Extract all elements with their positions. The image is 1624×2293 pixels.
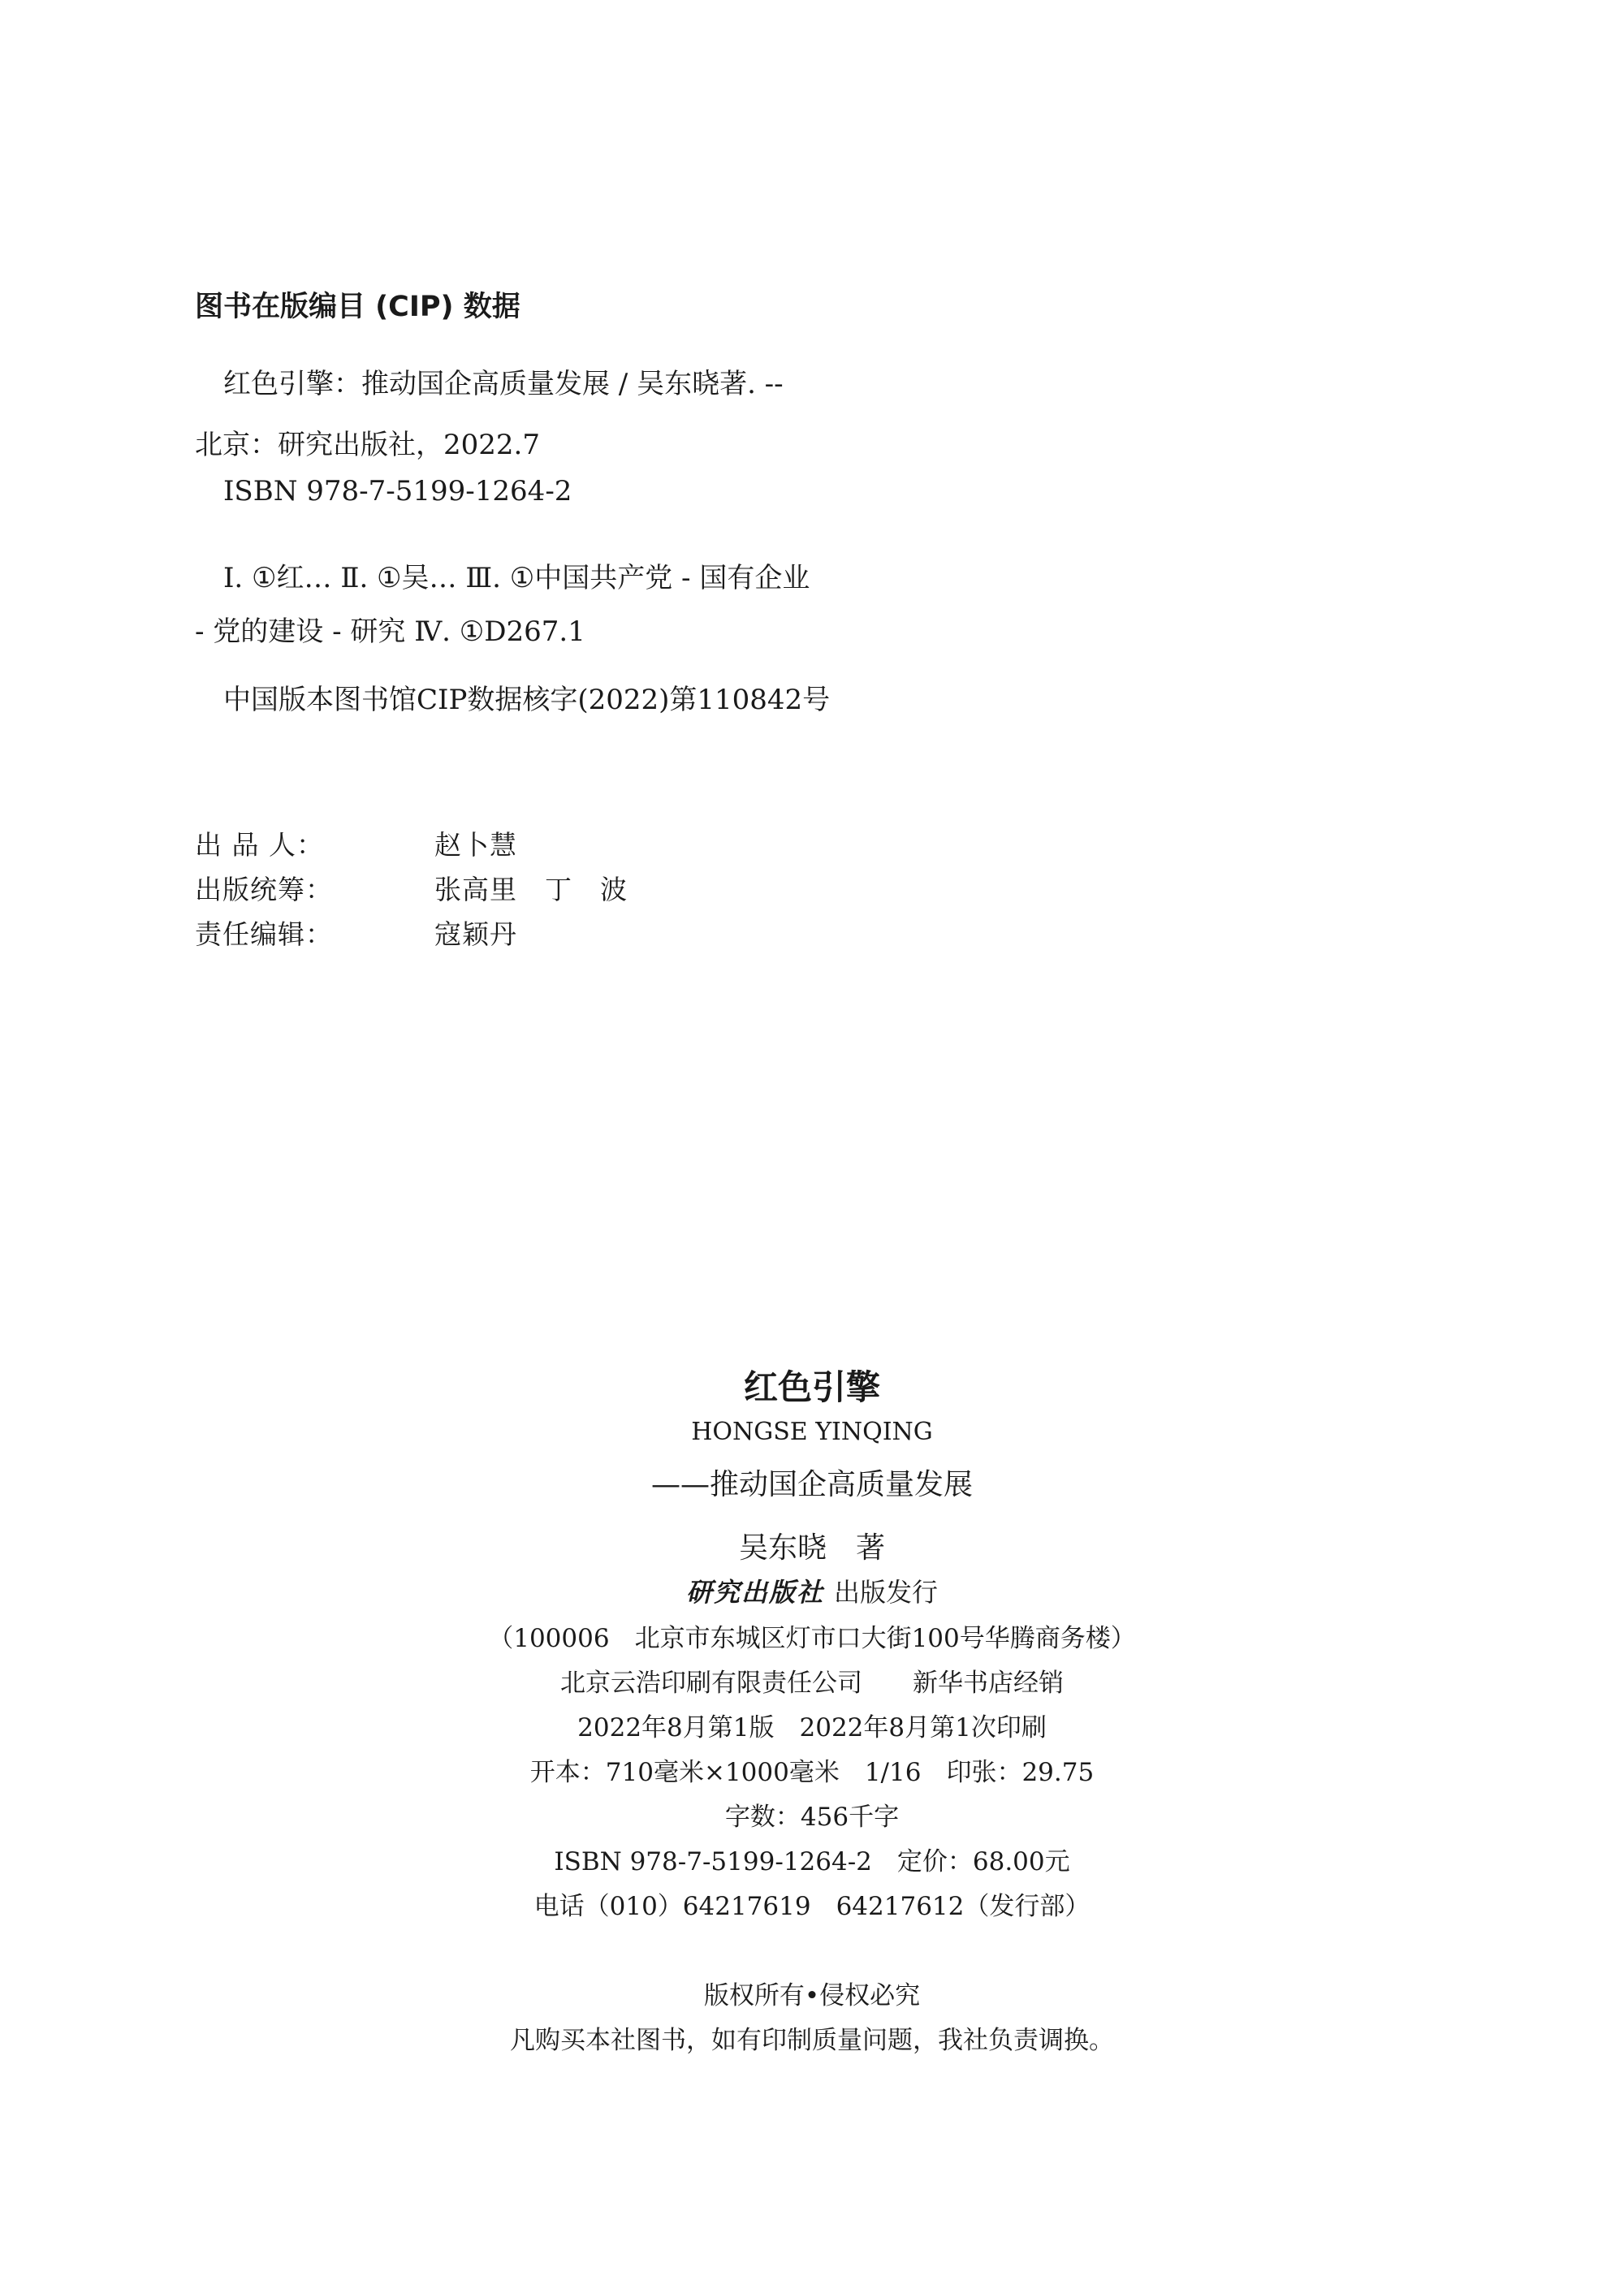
- credit-producer: [195, 824, 517, 862]
- credit-role: 责任编辑：: [195, 918, 333, 950]
- format-line: 开本：710毫米×1000毫米 1/16 印张：29.75: [529, 1758, 1095, 1787]
- publisher-address: （100006 北京市东城区灯市口大街100号华腾商务楼）: [488, 1624, 1136, 1653]
- publisher-line: [0, 1572, 1624, 1609]
- cip-heading: 图书在版编目 (CIP) 数据: [195, 291, 520, 323]
- printer-line: 北京云浩印刷有限责任公司 新华书店经销: [560, 1669, 1064, 1698]
- credit-names: 寇颖丹: [434, 918, 517, 950]
- credit-coordinator: [195, 869, 628, 907]
- credit-role: 出版统筹：: [195, 874, 333, 905]
- edition-line: 2022年8月第1版 2022年8月第1次印刷: [577, 1713, 1047, 1742]
- publisher-logo: 研究出版社: [685, 1577, 824, 1608]
- word-count-line: 字数：456千字: [724, 1803, 900, 1832]
- book-subtitle: ——推动国企高质量发展: [650, 1468, 973, 1501]
- notice-line: 凡购买本社图书，如有印制质量问题，我社负责调换。: [510, 2026, 1114, 2055]
- book-title-pinyin: HONGSE YINQING: [691, 1418, 933, 1446]
- publisher-suffix: 出版发行: [834, 1577, 939, 1608]
- cip-isbn-line: ISBN 978-7-5199-1264-2: [223, 475, 572, 507]
- book-author: 吴东晓 著: [738, 1531, 885, 1565]
- cip-subject-line-1: Ⅰ. ①红… Ⅱ. ①吴… Ⅲ. ①中国共产党 - 国有企业: [223, 562, 810, 594]
- credit-names: 张高里 丁 波: [434, 874, 628, 905]
- isbn-price-line: ISBN 978-7-5199-1264-2 定价：68.00元: [554, 1847, 1070, 1876]
- cip-publish-line: 北京：研究出版社，2022.7: [195, 429, 540, 461]
- book-title: 红色引擎: [743, 1367, 880, 1407]
- cip-title-line: 红色引擎：推动国企高质量发展 / 吴东晓著. --: [223, 368, 784, 400]
- credit-role: 出 品 人：: [195, 829, 324, 861]
- cip-record-line: 中国版本图书馆CIP数据核字(2022)第110842号: [223, 684, 831, 716]
- rights-line: 版权所有•侵权必究: [703, 1981, 921, 2010]
- cip-subject-line-2: - 党的建设 - 研究 Ⅳ. ①D267.1: [195, 615, 585, 648]
- credit-editor: [195, 913, 517, 952]
- credit-names: 赵卜慧: [434, 829, 517, 861]
- phone-line: 电话（010）64217619 64217612（发行部）: [533, 1892, 1091, 1921]
